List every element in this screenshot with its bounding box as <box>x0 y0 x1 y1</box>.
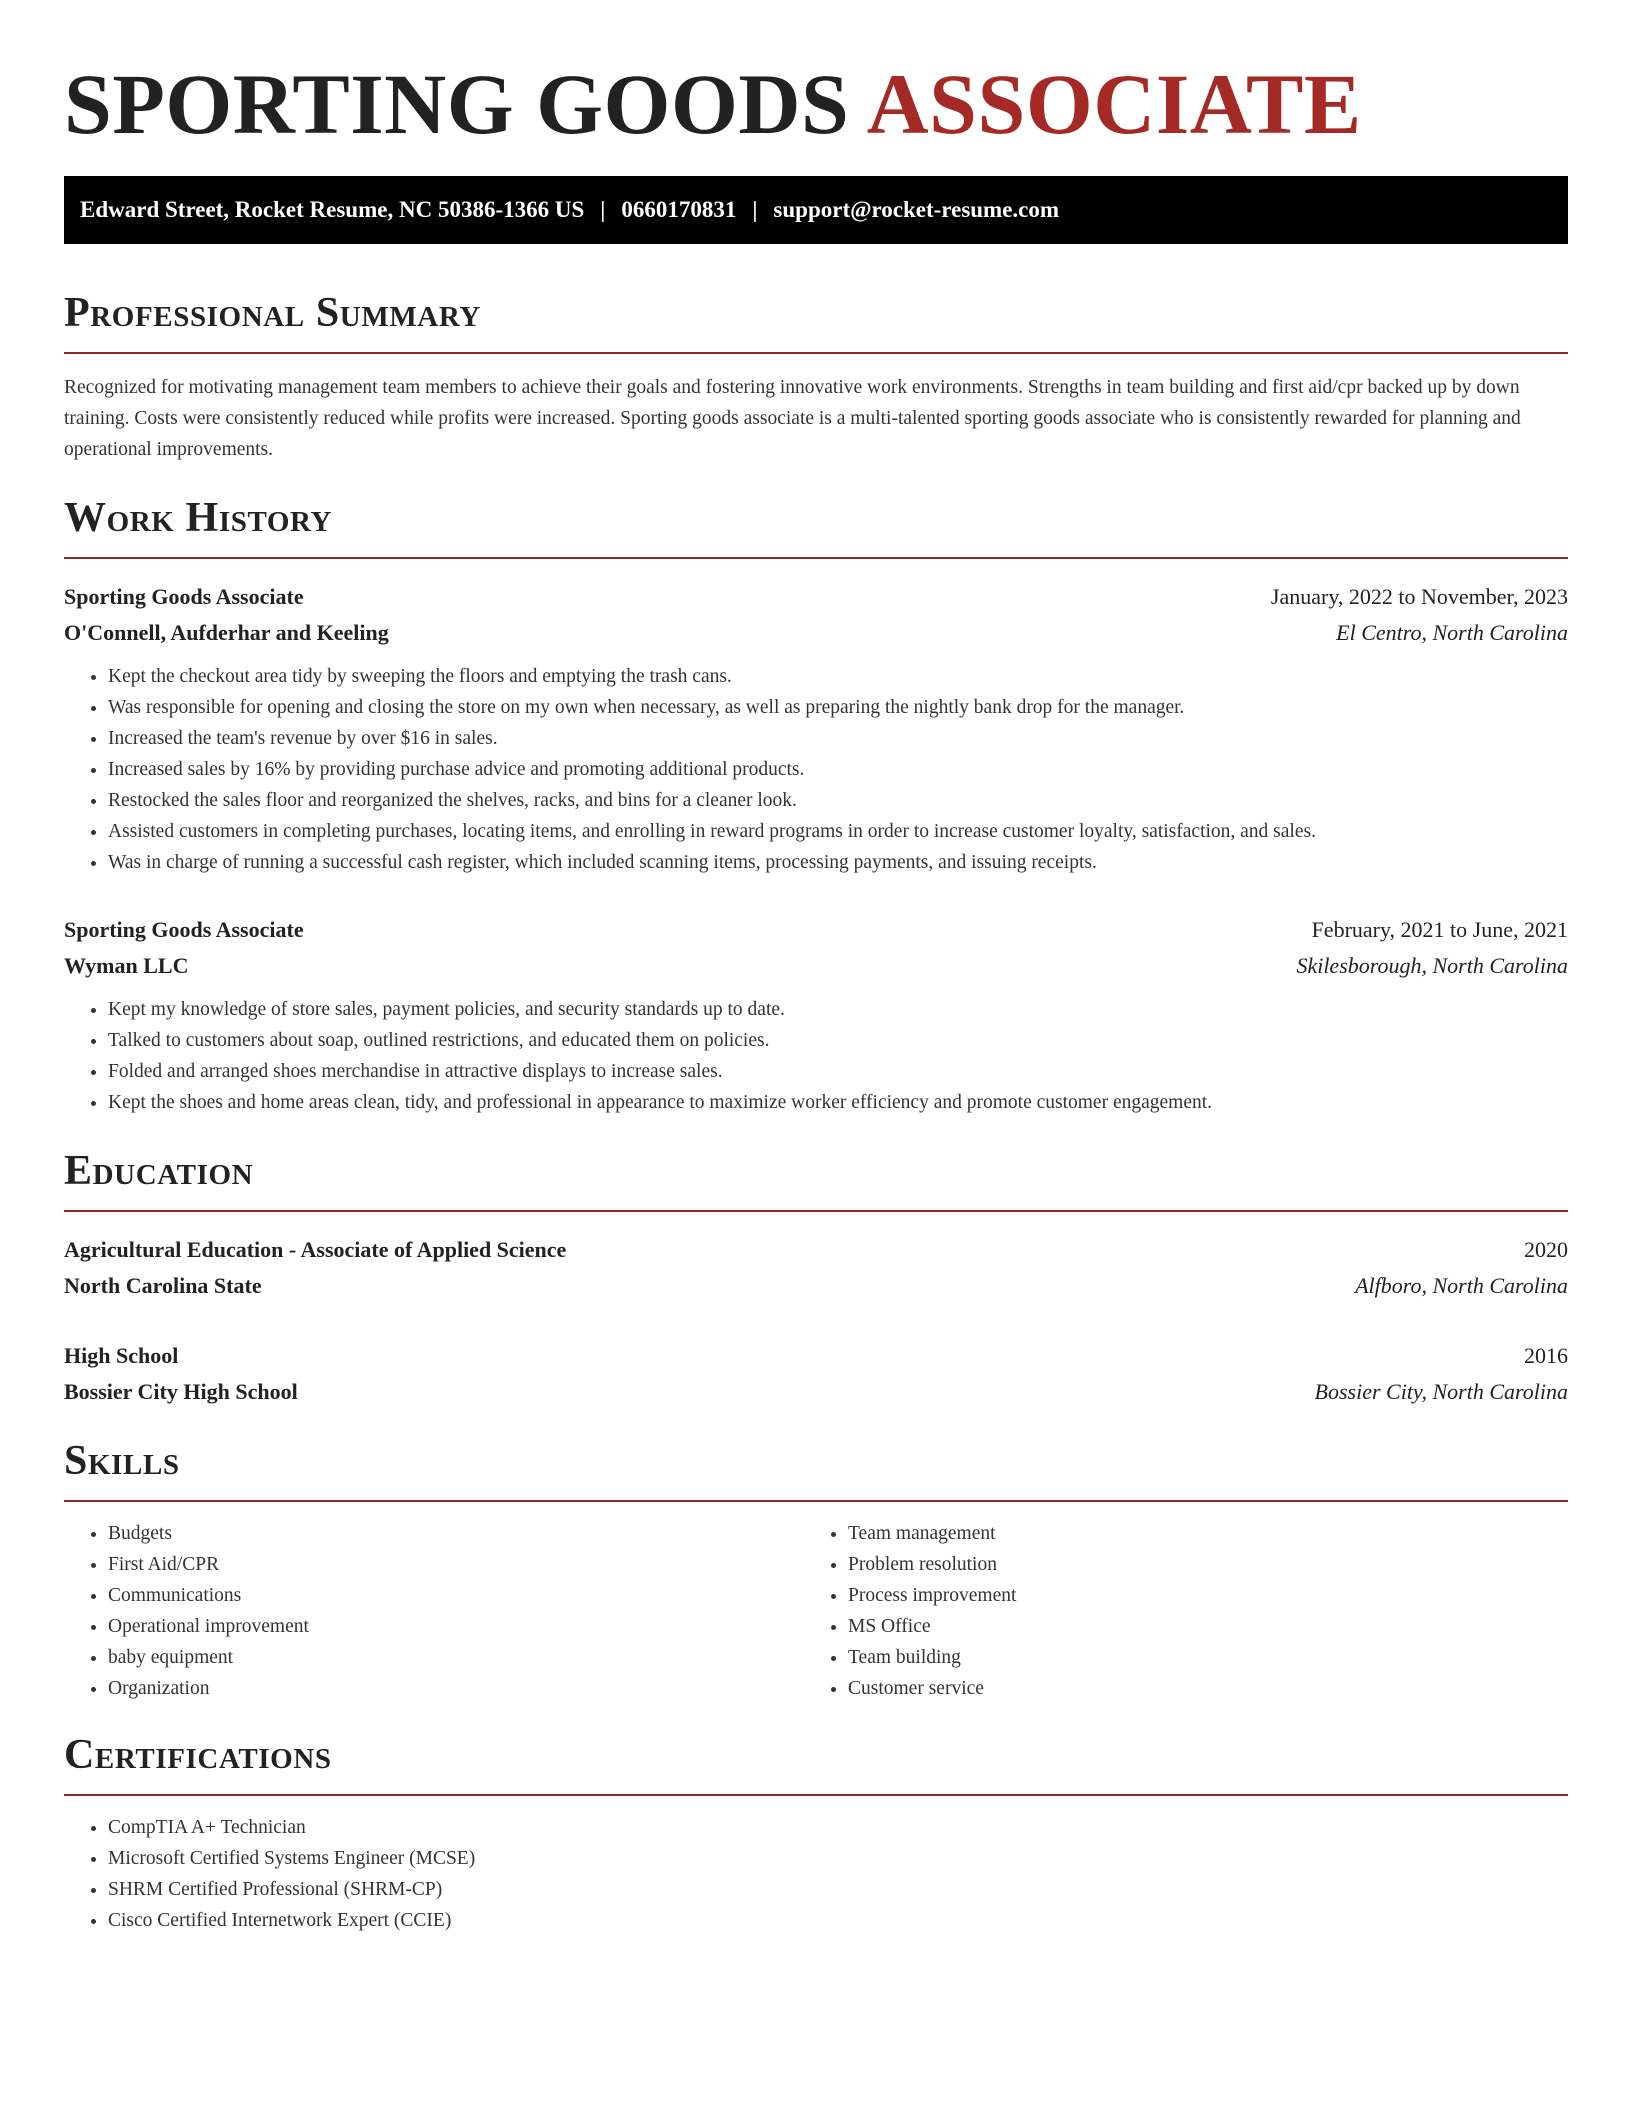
education-location: Bossier City, North Carolina <box>1314 1379 1568 1404</box>
job-entry <box>64 579 1568 878</box>
education-degree: Agricultural Education - Associate of Applied Science <box>64 1237 567 1262</box>
skills-list-left <box>64 1518 804 1704</box>
section-heading: Education <box>64 1148 254 1194</box>
job-duty: • Increased sales by 16% by providing purchase advice and promoting additional products. <box>108 754 1568 785</box>
education-year: 2020 <box>1524 1237 1568 1262</box>
job-duty: • Increased the team's revenue by over $16 in sales. <box>108 723 1568 754</box>
contact-email[interactable]: support@rocket-resume.com <box>773 197 1060 222</box>
skill-item: • Communications <box>108 1580 804 1611</box>
certification-item: • SHRM Certified Professional (SHRM-CP) <box>108 1874 1568 1905</box>
education-year: 2016 <box>1524 1343 1568 1368</box>
job-company: Wyman LLC <box>64 953 189 978</box>
job-title: Sporting Goods Associate <box>64 917 304 942</box>
certification-item: • CompTIA A+ Technician <box>108 1812 1568 1843</box>
job-location: El Centro, North Carolina <box>1336 620 1568 645</box>
section-divider <box>64 1500 1568 1502</box>
section-heading: Certifications <box>64 1732 332 1778</box>
job-dates: January, 2022 to November, 2023 <box>1270 584 1568 609</box>
contact-address: Edward Street, Rocket Resume, NC 50386-1366 US <box>80 197 585 222</box>
section-heading: Professional Summary <box>64 290 481 336</box>
job-duty: • Talked to customers about soap, outlined restrictions, and educated them on policies. <box>108 1025 1568 1056</box>
skill-item: • Operational improvement <box>108 1611 804 1642</box>
work-history-section <box>64 493 1568 1118</box>
job-duty: • Kept the checkout area tidy by sweeping the floors and emptying the trash cans. <box>108 661 1568 692</box>
job-entry <box>64 912 1568 1118</box>
title-main: SPORTING GOODS <box>64 56 850 152</box>
job-duty: • Assisted customers in completing purchases, locating items, and enrolling in reward programs in order to increase customer loyalty, satisfaction, and sales. <box>108 816 1568 847</box>
education-school: Bossier City High School <box>64 1379 298 1404</box>
summary-text: Recognized for motivating management team members to achieve their goals and fostering innovative work environments. Strengths in team building and first aid/cpr backed up by down training. Costs were consistently reduced while profits were increased. Sporting goods associate is a multi-talented sporting goods associate who is consistently rewarded for planning and operational improvements. <box>64 377 1521 460</box>
job-company-row <box>64 615 1568 651</box>
education-school: North Carolina State <box>64 1273 262 1298</box>
job-dates: February, 2021 to June, 2021 <box>1311 917 1568 942</box>
skills-section <box>64 1436 1568 1704</box>
job-duty: • Kept the shoes and home areas clean, tidy, and professional in appearance to maximize worker efficiency and promote customer engagement. <box>108 1087 1568 1118</box>
contact-separator: | <box>600 197 606 222</box>
job-duty: • Folded and arranged shoes merchandise in attractive displays to increase sales. <box>108 1056 1568 1087</box>
skill-item: • Process improvement <box>848 1580 1568 1611</box>
contact-bar <box>64 176 1568 244</box>
job-location: Skilesborough, North Carolina <box>1296 953 1568 978</box>
certifications-section <box>64 1730 1568 1936</box>
education-entry <box>64 1232 1568 1304</box>
job-duties-list <box>64 661 1568 878</box>
education-degree: High School <box>64 1343 179 1368</box>
job-duty: • Was responsible for opening and closing the store on my own when necessary, as well as preparing the nightly bank drop for the manager. <box>108 692 1568 723</box>
skill-item: • Problem resolution <box>848 1549 1568 1580</box>
job-duties-list <box>64 994 1568 1118</box>
certifications-list <box>64 1812 1568 1936</box>
education-header-row <box>64 1232 1568 1268</box>
skill-item: • Organization <box>108 1673 804 1704</box>
contact-separator: | <box>752 197 758 222</box>
section-divider <box>64 1210 1568 1212</box>
section-heading: Work History <box>64 495 333 541</box>
job-duty: • Kept my knowledge of store sales, payment policies, and security standards up to date. <box>108 994 1568 1025</box>
section-divider <box>64 557 1568 559</box>
job-company: O'Connell, Aufderhar and Keeling <box>64 620 389 645</box>
skill-item: • Customer service <box>848 1673 1568 1704</box>
skill-item: • Budgets <box>108 1518 804 1549</box>
section-divider <box>64 352 1568 354</box>
title-accent: ASSOCIATE <box>866 56 1362 152</box>
skills-list-right <box>804 1518 1568 1704</box>
education-header-row <box>64 1338 1568 1374</box>
section-heading: Skills <box>64 1438 180 1484</box>
job-header-row <box>64 579 1568 615</box>
job-title: Sporting Goods Associate <box>64 584 304 609</box>
professional-summary-section <box>64 288 1568 465</box>
contact-phone: 0660170831 <box>621 197 737 222</box>
resume-title <box>64 54 1568 154</box>
education-entry <box>64 1338 1568 1410</box>
education-school-row <box>64 1374 1568 1410</box>
skill-item: • baby equipment <box>108 1642 804 1673</box>
skills-columns <box>64 1518 1568 1704</box>
job-header-row <box>64 912 1568 948</box>
education-school-row <box>64 1268 1568 1304</box>
certification-item: • Microsoft Certified Systems Engineer (MCSE) <box>108 1843 1568 1874</box>
certification-item: • Cisco Certified Internetwork Expert (CCIE) <box>108 1905 1568 1936</box>
education-section <box>64 1146 1568 1410</box>
skill-item: • First Aid/CPR <box>108 1549 804 1580</box>
job-duty: • Restocked the sales floor and reorganized the shelves, racks, and bins for a cleaner look. <box>108 785 1568 816</box>
skill-item: • Team building <box>848 1642 1568 1673</box>
skill-item: • Team management <box>848 1518 1568 1549</box>
job-company-row <box>64 948 1568 984</box>
education-location: Alfboro, North Carolina <box>1355 1273 1568 1298</box>
skill-item: • MS Office <box>848 1611 1568 1642</box>
job-duty: • Was in charge of running a successful cash register, which included scanning items, processing payments, and issuing receipts. <box>108 847 1568 878</box>
section-divider <box>64 1794 1568 1796</box>
